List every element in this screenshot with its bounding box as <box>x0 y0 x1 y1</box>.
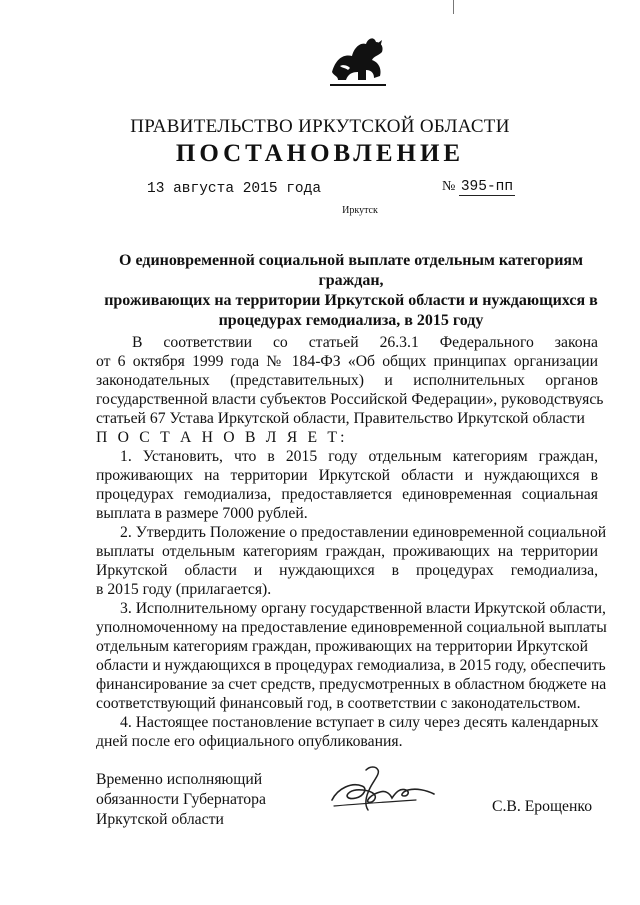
handwritten-signature <box>326 760 438 816</box>
signatory-position <box>96 770 266 830</box>
scan-edge-mark <box>453 0 454 14</box>
document-date: 13 августа 2015 года <box>147 181 322 197</box>
body-line: дней после его официального опубликования. <box>96 733 403 750</box>
body-line: в 2015 году (прилагается). <box>96 581 272 598</box>
body-line: законодательных (представительных) и исполнительных органов <box>96 372 598 389</box>
body-line: процедурах гемодиализа, предоставляется единовременная социальная <box>96 486 598 503</box>
body-line: уполномоченному на предоставление единовременной социальной выплаты <box>96 619 607 636</box>
signatory-name: С.В. Ерощенко <box>492 798 593 815</box>
body-line: выплаты отдельным категориям граждан, проживающих на территории <box>96 543 598 560</box>
body-line: Иркутской области и нуждающихся в процедурах гемодиализа, <box>96 562 598 579</box>
body-line: проживающих на территории Иркутской области и нуждающихся в <box>96 467 598 484</box>
position-line: Временно исполняющий <box>96 771 263 788</box>
number-value: 395-пп <box>460 179 514 195</box>
body-line: выплата в размере 7000 рублей. <box>96 505 308 522</box>
body-line: соответствующий финансовый год, в соответствии с законодательством. <box>96 695 581 712</box>
body-line: 4. Настоящее постановление вступает в силу через десять календарных <box>120 714 599 731</box>
government-name: ПРАВИТЕЛЬСТВО ИРКУТСКОЙ ОБЛАСТИ <box>130 116 510 137</box>
body-line: области и нуждающихся в процедурах гемодиализа, в 2015 году, обеспечить <box>96 657 606 674</box>
number-prefix: № <box>442 179 456 194</box>
title-line: процедурах гемодиализа, в 2015 году <box>218 312 484 329</box>
body-line: статьей 67 Устава Иркутской области, Правительство Иркутской области <box>96 410 585 427</box>
body-line: 2. Утвердить Положение о предоставлении единовременной социальной <box>120 524 607 541</box>
body-line: финансирование за счет средств, предусмотренных в областном бюджете на <box>96 676 607 693</box>
body-line: отдельным категориям граждан, проживающих на территории Иркутской <box>96 638 588 655</box>
document-body <box>96 333 607 751</box>
body-line: от 6 октября 1999 года № 184-ФЗ «Об общих принципах организации <box>96 353 598 370</box>
position-line: обязанности Губернатора <box>96 791 266 808</box>
body-line: государственной власти субъектов Российской Федерации», руководствуясь <box>96 391 604 408</box>
document-city: Иркутск <box>342 205 378 216</box>
title-line: проживающих на территории Иркутской области и нуждающихся в <box>104 292 598 309</box>
document-type: ПОСТАНОВЛЕНИЕ <box>175 140 465 167</box>
decree-word: П О С Т А Н О В Л Я Е Т: <box>96 429 348 446</box>
document-number <box>442 179 515 195</box>
document-title <box>96 251 606 331</box>
position-line: Иркутской области <box>96 811 224 828</box>
title-line: О единовременной социальной выплате отдельным категориям граждан, <box>119 252 583 289</box>
body-line: 1. Установить, что в 2015 году отдельным категориям граждан, <box>120 448 598 465</box>
body-line: 3. Исполнительному органу государственной власти Иркутской области, <box>120 600 606 617</box>
coat-of-arms-icon <box>322 28 394 92</box>
body-line: В соответствии со статьей 26.3.1 Федерального закона <box>132 334 598 351</box>
